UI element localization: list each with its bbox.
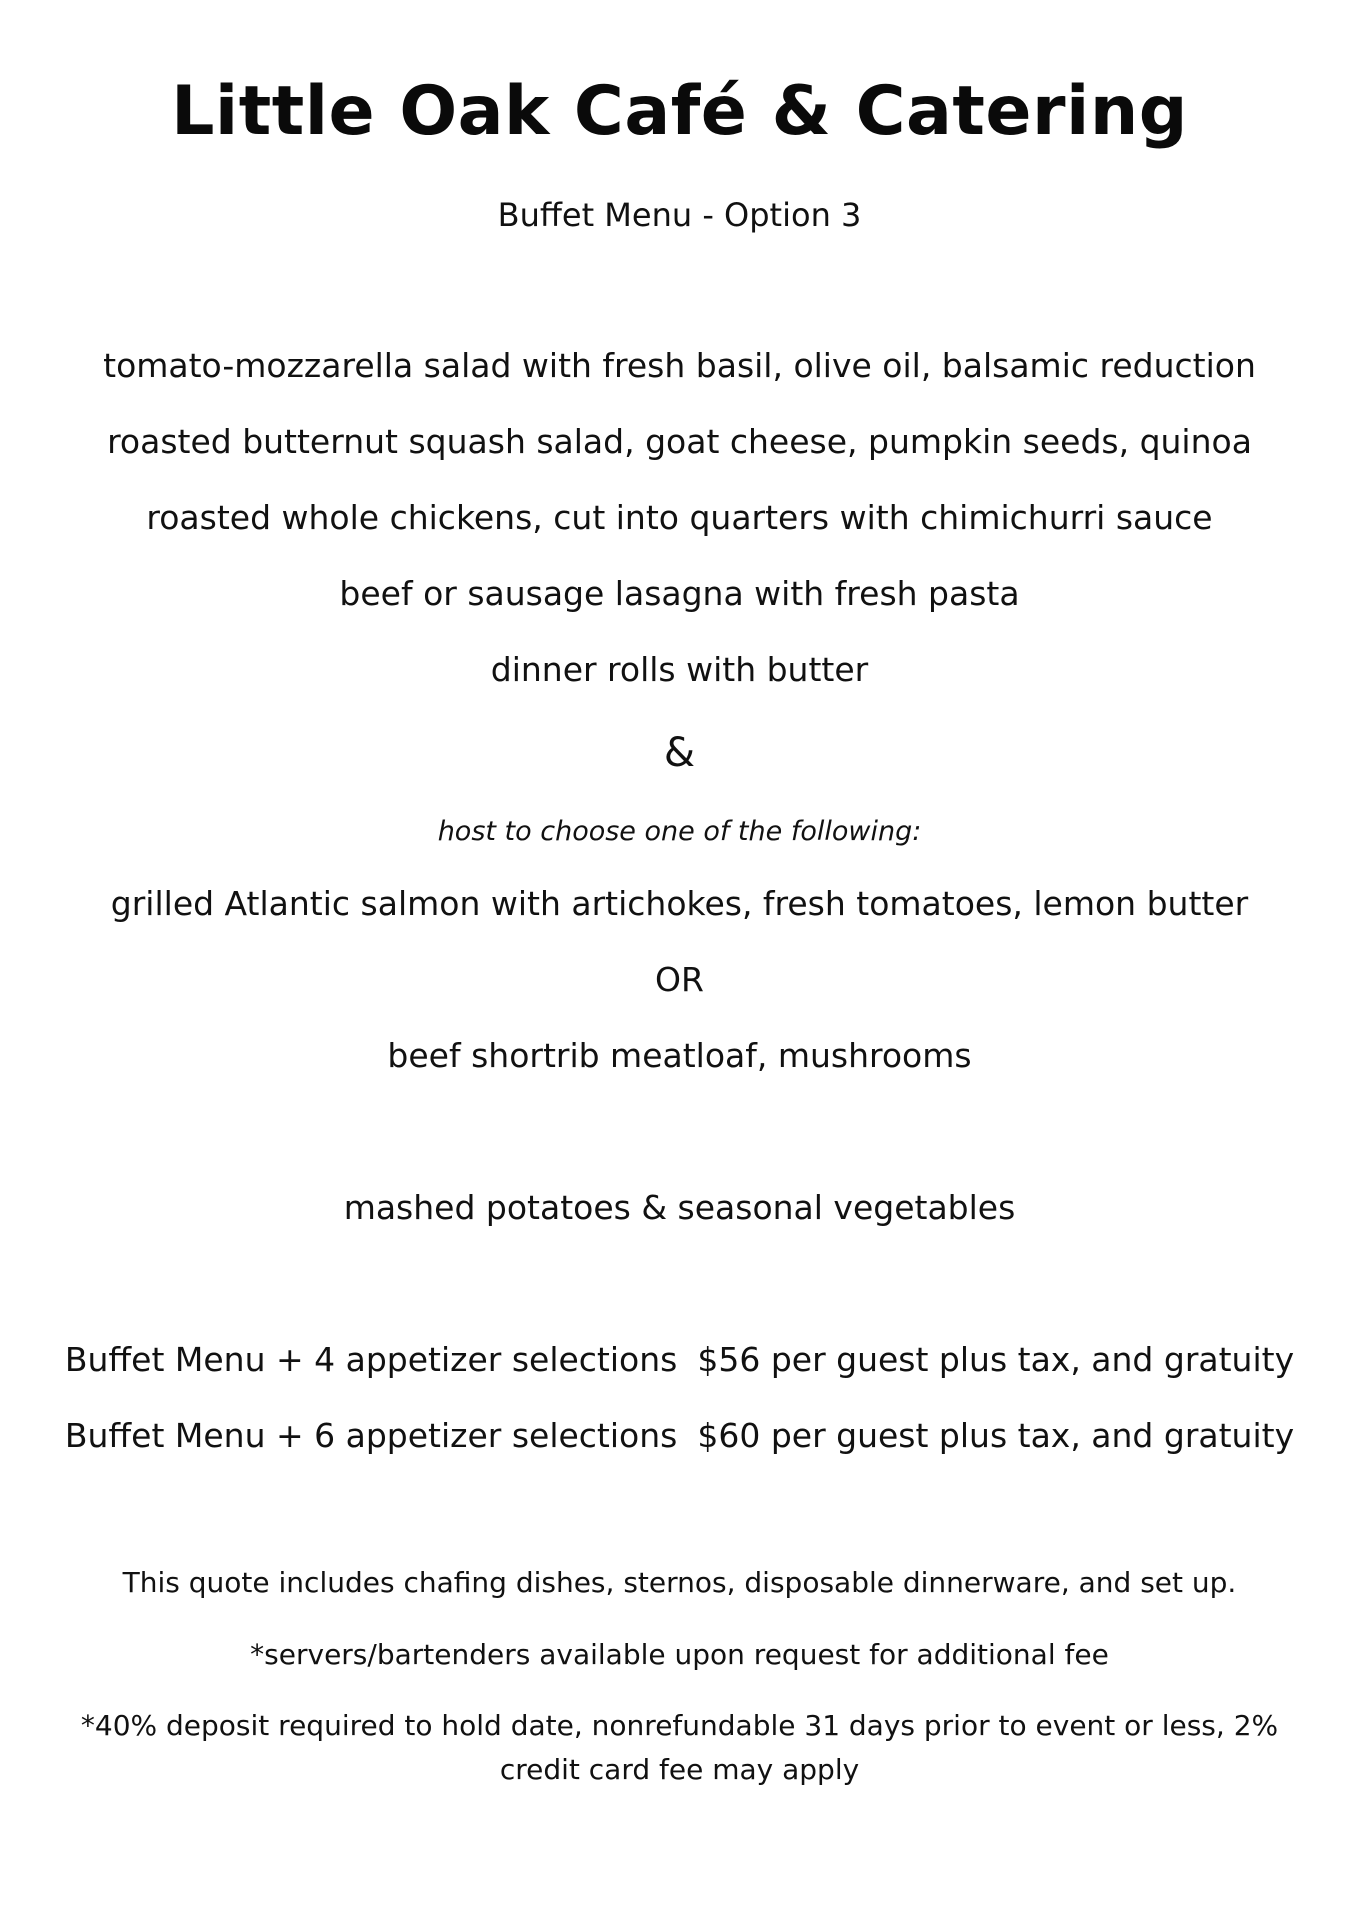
sides-line: mashed potatoes & seasonal vegetables <box>343 1188 1016 1227</box>
pricing-row <box>0 1416 1359 1455</box>
pricing-row <box>0 1340 1359 1379</box>
choice-note: host to choose one of the following: <box>437 816 922 847</box>
pricing-price: $60 per guest plus tax, and gratuity <box>697 1416 1295 1455</box>
menu-item: roasted butternut squash salad, goat cheese, pumpkin seeds, quinoa <box>107 422 1252 461</box>
menu-item: tomato-mozzarella salad with fresh basil, olive oil, balsamic reduction <box>103 346 1256 385</box>
or-label: OR <box>655 960 704 999</box>
menu-subtitle: Buffet Menu - Option 3 <box>497 196 862 234</box>
menu-item: dinner rolls with butter <box>490 650 869 689</box>
deposit-note: *40% deposit required to hold date, nonrefundable 31 days prior to event or less, 2% credit card fee may apply <box>80 1709 1279 1786</box>
pricing-label: Buffet Menu + 4 appetizer selections <box>64 1340 678 1379</box>
choice-option-b: beef shortrib meatloaf, mushrooms <box>387 1036 972 1075</box>
includes-note: This quote includes chafing dishes, sternos, disposable dinnerware, and set up. <box>122 1566 1237 1599</box>
pricing-price: $56 per guest plus tax, and gratuity <box>697 1340 1295 1379</box>
page-title: Little Oak Café & Catering <box>171 72 1188 151</box>
ampersand-divider: & <box>663 730 696 776</box>
servers-note: *servers/bartenders available upon request for additional fee <box>250 1638 1109 1671</box>
choice-option-a: grilled Atlantic salmon with artichokes, fresh tomatoes, lemon butter <box>110 884 1249 923</box>
menu-item: roasted whole chickens, cut into quarters with chimichurri sauce <box>146 498 1213 537</box>
menu-item: beef or sausage lasagna with fresh pasta <box>339 574 1020 613</box>
pricing-label: Buffet Menu + 6 appetizer selections <box>64 1416 678 1455</box>
